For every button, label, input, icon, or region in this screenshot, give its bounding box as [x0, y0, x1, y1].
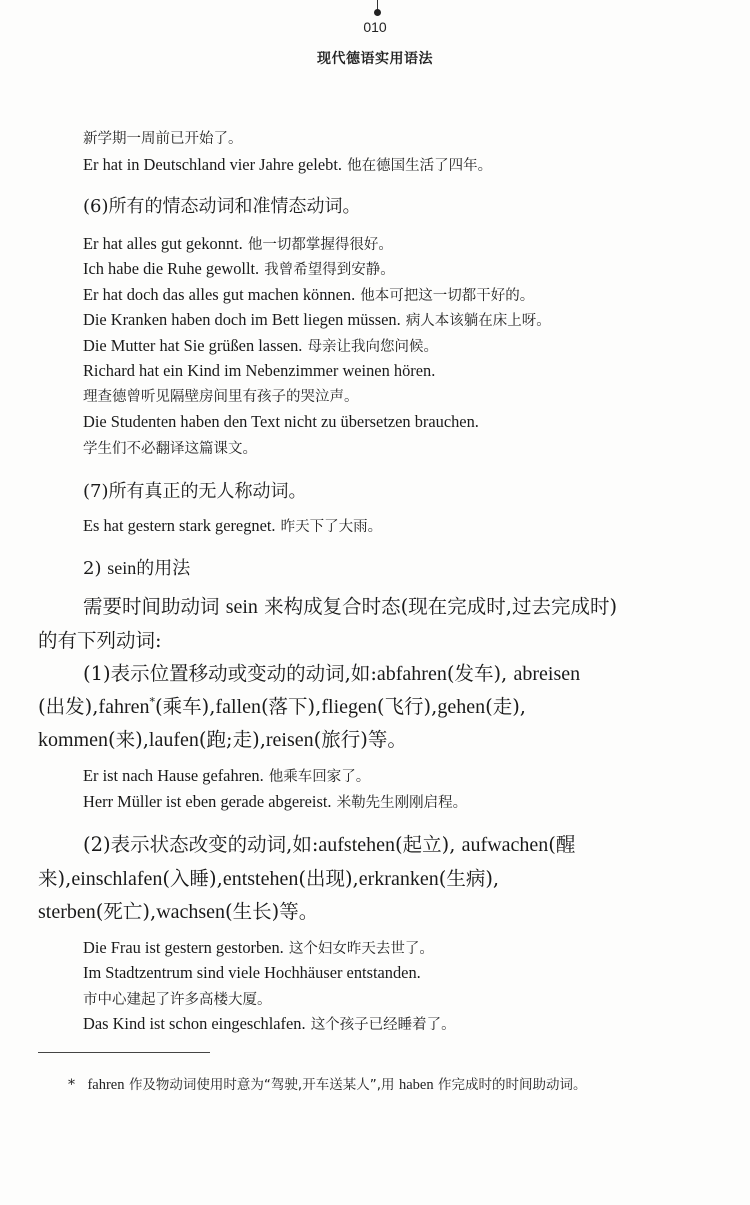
example-line [83, 937, 434, 960]
example-line [83, 284, 534, 307]
verb-term: gehen [437, 696, 486, 718]
section-heading-sein [83, 554, 190, 580]
example-translation: 理查德曾听见隔壁房间里有孩子的哭泣声。 [83, 389, 359, 405]
footnote-divider [38, 1052, 210, 1053]
example-german: Er hat in Deutschland vier Jahre gelebt. [83, 155, 342, 174]
example-translation: 我曾希望得到安静。 [264, 262, 395, 278]
paragraph-line [38, 724, 407, 752]
verb-term: kommen [38, 729, 108, 751]
paragraph-line [83, 658, 580, 686]
paragraph-text: (2)表示状态改变的动词,如: [83, 833, 319, 856]
example-translation: 市中心建起了许多高楼大厦。 [83, 992, 272, 1008]
example-translation: 他乘车回家了。 [268, 769, 371, 785]
example-line [83, 258, 395, 281]
section-number: 2) [83, 558, 102, 579]
book-title: 现代德语实用语法 [317, 51, 433, 67]
footnote-marker: * [149, 695, 155, 709]
verb-term: wachsen [156, 901, 226, 923]
paragraph-text: (发车), [446, 662, 508, 685]
paragraph-line [38, 896, 318, 924]
example-german: Die Kranken haben doch im Bett liegen müssen. [83, 310, 401, 329]
verb-term: entstehen [222, 868, 299, 890]
example-german: Die Studenten haben den Text nicht zu übersetzen brauchen. [83, 412, 479, 431]
example-translation: 学生们不必翻译这篇课文。 [83, 441, 257, 457]
page-number: 010 [363, 19, 387, 35]
paragraph-text: 来构成复合时态(现在完成时,过去完成时) [264, 595, 618, 618]
footnote-text: 作及物动词使用时意为“驾驶,开车送某人”,用 [128, 1077, 395, 1093]
example-german: Richard hat ein Kind im Nebenzimmer weinen hören. [83, 361, 436, 380]
paragraph-text: 的有下列动词: [38, 629, 162, 652]
paragraph-text: (落下), [260, 695, 322, 718]
example-translation: 米勒先生刚刚启程。 [336, 795, 468, 811]
example-translation: 他本可把这一切都干好的。 [360, 288, 535, 304]
paragraph-text: (乘车), [155, 695, 216, 718]
paragraph-text: (出现), [298, 867, 359, 890]
paragraph-line [38, 863, 499, 891]
example-german: Im Stadtzentrum sind viele Hochhäuser entstanden. [83, 963, 421, 982]
example-translation: 他一切都掌握得很好。 [247, 237, 393, 253]
verb-term: fallen [215, 696, 261, 718]
example-german: Das Kind ist schon eingeschlafen. [83, 1014, 306, 1033]
verb-term: einschlafen [71, 868, 163, 890]
paragraph-text: (走), [485, 695, 527, 718]
example-line [83, 515, 382, 538]
example-line [83, 309, 551, 332]
example-line [83, 1013, 456, 1036]
verb-term: sterben [38, 901, 96, 923]
example-translation: 病人本该躺在床上呀。 [405, 313, 551, 329]
example-translation: 他在德国生活了四年。 [347, 158, 493, 174]
example-line [83, 154, 492, 177]
paragraph-line [38, 691, 526, 719]
section-title: 的用法 [136, 558, 191, 579]
example-translation: 昨天下了大雨。 [280, 519, 383, 535]
paragraph-text: (跑;走), [198, 728, 266, 751]
example-german: Er ist nach Hause gefahren. [83, 766, 264, 785]
verb-term: aufwachen [461, 834, 549, 856]
example-german: Er hat alles gut gekonnt. [83, 234, 243, 253]
paragraph-line [38, 625, 162, 653]
example-german: Ich habe die Ruhe gewollt. [83, 259, 260, 278]
example-line [83, 962, 421, 984]
verb-term: fliegen [321, 696, 377, 718]
example-line [83, 233, 393, 256]
verb-term: laufen [148, 729, 199, 751]
paragraph-text: (起立), [395, 833, 456, 856]
footnote-term: haben [398, 1077, 434, 1093]
example-line [83, 765, 370, 788]
paragraph-text: (出发), [38, 695, 99, 718]
footnote-term: fahren [87, 1077, 125, 1093]
verb-term: reisen [265, 729, 314, 751]
verb-term: erkranken [358, 868, 439, 890]
paragraph-text: (醒 [548, 833, 576, 856]
paragraph-text: (生长)等。 [225, 900, 319, 923]
example-german: Die Mutter hat Sie grüßen lassen. [83, 336, 303, 355]
example-translation: 母亲让我向您问候。 [307, 339, 438, 355]
paragraph-text: 来), [38, 867, 72, 890]
example-german: Er hat doch das alles gut machen können. [83, 285, 356, 304]
example-line [83, 360, 435, 382]
example-line [83, 437, 257, 460]
paragraph-text: 需要时间助动词 [83, 595, 220, 618]
paragraph-text: (旅行)等。 [313, 728, 407, 751]
paragraph-line [83, 591, 617, 619]
verb-term: abreisen [513, 663, 581, 685]
example-german: Die Frau ist gestern gestorben. [83, 938, 284, 957]
footnote-text: 作完成时的时间助动词。 [438, 1077, 587, 1093]
verb-term: abfahren [376, 663, 447, 685]
example-translation: 这个孩子已经睡着了。 [310, 1017, 456, 1033]
rule-heading-7: (7)所有真正的无人称动词。 [83, 481, 307, 502]
paragraph-keyword: sein [225, 596, 258, 618]
example-line [83, 411, 479, 433]
paragraph-text: (死亡), [95, 900, 157, 923]
paragraph-line [83, 829, 575, 857]
paragraph-text: (来), [108, 728, 149, 751]
paragraph-text: (生病), [438, 867, 500, 890]
section-keyword: sein [107, 558, 137, 578]
example-line [83, 335, 438, 358]
paragraph-text: (飞行), [376, 695, 438, 718]
example-line [83, 988, 272, 1011]
example-german: Herr Müller ist eben gerade abgereist. [83, 792, 332, 811]
example-line [83, 791, 467, 814]
example-line [83, 385, 359, 408]
rule-heading-6: (6)所有的情态动词和准情态动词。 [83, 196, 361, 217]
paragraph-text: (入睡), [162, 867, 223, 890]
example-german: Es hat gestern stark geregnet. [83, 516, 276, 535]
verb-term: fahren [98, 696, 150, 718]
header-dot-ornament [374, 9, 381, 16]
footnote [68, 1073, 587, 1094]
example-line [83, 127, 243, 150]
example-translation: 这个妇女昨天去世了。 [288, 941, 434, 957]
verb-term: aufstehen [318, 834, 396, 856]
footnote-marker: * [68, 1077, 75, 1093]
paragraph-text: (1)表示位置移动或变动的动词,如: [83, 662, 377, 685]
example-translation: 新学期一周前已开始了。 [83, 131, 243, 147]
